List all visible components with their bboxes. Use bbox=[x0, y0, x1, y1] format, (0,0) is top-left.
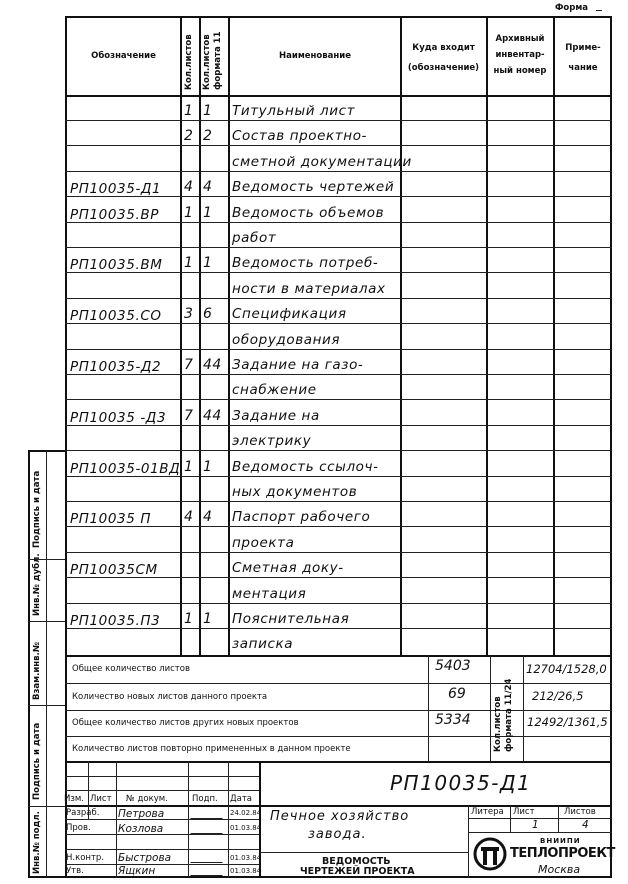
sg-h-1 bbox=[65, 776, 259, 777]
row-line bbox=[65, 298, 612, 299]
logo-leg-left bbox=[483, 851, 487, 865]
tb-listov-value: 4 bbox=[582, 819, 589, 831]
row-sheet-count-format: 1 bbox=[203, 103, 213, 119]
reused-sheets-label: Количество листов повторно примененных в данном проекте bbox=[72, 744, 351, 754]
ls-podpis-data-1: Подпись и дата bbox=[32, 470, 42, 548]
row-name-line: ности в материалах bbox=[232, 281, 386, 297]
other-sheets-value: 5334 bbox=[435, 712, 471, 728]
row-sheet-count-format: 4 bbox=[203, 179, 213, 195]
tb-col-doc: № докум. bbox=[126, 794, 168, 804]
row-name-line: Спецификация bbox=[232, 306, 347, 322]
row-line bbox=[65, 145, 612, 146]
new-sheets-format: 212/26,5 bbox=[532, 689, 584, 703]
tb-list-value: 1 bbox=[532, 819, 539, 831]
row-line bbox=[65, 603, 612, 604]
totals-col-b bbox=[490, 655, 491, 761]
tb-doc-title-1: ВЕДОМОСТЬ bbox=[322, 856, 391, 867]
row-code: РП10035-Д2 bbox=[70, 359, 162, 375]
row-name-line: Пояснительная bbox=[232, 611, 350, 627]
sg-h-7 bbox=[65, 864, 259, 865]
row-code: РП10035 -Д3 bbox=[70, 410, 167, 426]
row-sheet-count: 3 bbox=[184, 306, 194, 322]
row-sheet-count-format: 1 bbox=[203, 255, 213, 271]
tb-listov-label: Листов bbox=[564, 807, 596, 817]
tb-v-2 bbox=[468, 805, 469, 878]
col-line-2 bbox=[199, 16, 201, 655]
tb-role-1: Разраб. bbox=[66, 808, 100, 818]
tb-role-3: Н.контр. bbox=[66, 853, 105, 863]
row-name-line: снабжение bbox=[232, 382, 317, 398]
totals-line-2 bbox=[65, 683, 612, 684]
tb-name-2: Козлова bbox=[118, 823, 164, 835]
tb-v-3 bbox=[510, 805, 511, 832]
ls-h-4 bbox=[28, 806, 65, 807]
tb-date-2: 01.03.84 bbox=[230, 824, 262, 832]
row-name-line: сметной документации bbox=[232, 154, 412, 170]
row-sheet-count: 1 bbox=[184, 255, 194, 271]
tb-name-3: Быстрова bbox=[118, 852, 172, 864]
tb-name-1: Петрова bbox=[118, 808, 165, 820]
tb-h-4 bbox=[259, 852, 468, 853]
row-name-line: Сметная доку- bbox=[232, 560, 344, 576]
row-code: РП10035.П3 bbox=[70, 613, 161, 629]
row-name-line: проекта bbox=[232, 535, 295, 551]
row-sheet-count: 7 bbox=[184, 357, 194, 373]
tb-col-list: Лист bbox=[90, 794, 112, 804]
row-name-line: Титульный лист bbox=[232, 103, 356, 119]
row-name-line: электрику bbox=[232, 433, 312, 449]
row-line bbox=[65, 399, 612, 400]
row-sheet-count: 2 bbox=[184, 128, 194, 144]
row-code: РП10035.ВМ bbox=[70, 257, 163, 273]
tb-org-name: ТЕПЛОПРОЕКТ bbox=[510, 846, 615, 861]
tb-date-4: 01.03.84 bbox=[230, 867, 262, 875]
tb-h-1 bbox=[259, 805, 612, 807]
other-sheets-format: 12492/1361,5 bbox=[527, 715, 608, 729]
row-sheet-count-format: 6 bbox=[203, 306, 213, 322]
header-note: Приме- чание bbox=[565, 43, 601, 73]
tb-h-2 bbox=[468, 818, 612, 819]
tb-name-4: Ящкин bbox=[118, 865, 156, 877]
totals-line-3 bbox=[65, 710, 612, 711]
row-name-line: Состав проектно- bbox=[232, 128, 368, 144]
tb-date-3: 01.03.84 bbox=[230, 854, 262, 862]
sg-v-4 bbox=[228, 761, 229, 878]
row-sheet-count-format: 1 bbox=[203, 205, 213, 221]
other-sheets-label: Общее количество листов других новых проектов bbox=[72, 718, 299, 728]
col-line-4 bbox=[400, 16, 402, 655]
tb-signature-2 bbox=[190, 825, 225, 834]
col-line-6 bbox=[553, 16, 555, 655]
row-code: РП10035СМ bbox=[70, 562, 158, 578]
teploproekt-logo-icon bbox=[472, 836, 508, 872]
row-line bbox=[65, 501, 612, 502]
sg-h-3 bbox=[65, 805, 259, 807]
row-name-line: Ведомость потреб- bbox=[232, 255, 379, 271]
row-code: РП10035 П bbox=[70, 511, 152, 527]
header-sheet-count: Кол.листов bbox=[184, 34, 194, 90]
totals-format-col-label: Кол.листов формата 11/24 bbox=[493, 678, 514, 752]
row-sheet-count-format: 44 bbox=[203, 408, 222, 424]
tb-city: Москва bbox=[538, 863, 581, 876]
totals-col-c bbox=[523, 655, 524, 761]
row-line bbox=[65, 171, 612, 172]
tb-col-date: Дата bbox=[230, 794, 253, 804]
row-name-line: работ bbox=[232, 230, 277, 246]
left-stamp-divider bbox=[46, 450, 47, 878]
row-sheet-count: 1 bbox=[184, 103, 194, 119]
ls-inv-podl: Инв.№ подл. bbox=[32, 811, 42, 874]
row-code: РП10035-Д1 bbox=[70, 181, 162, 197]
totals-top-line bbox=[65, 655, 612, 657]
col-line-5 bbox=[486, 16, 488, 655]
sg-h-2 bbox=[65, 790, 259, 791]
sg-h-6 bbox=[65, 849, 259, 850]
row-line bbox=[65, 450, 612, 451]
tb-project-line-2: завода. bbox=[308, 827, 367, 842]
row-sheet-count: 4 bbox=[184, 509, 194, 525]
header-archive: Архивный инвентар- ный номер bbox=[493, 34, 547, 76]
sg-v-3 bbox=[188, 761, 189, 878]
row-sheet-count: 1 bbox=[184, 611, 194, 627]
tb-col-podp: Подп. bbox=[192, 794, 218, 804]
row-sheet-count: 7 bbox=[184, 408, 194, 424]
row-name-line: Задание на газо- bbox=[232, 357, 364, 373]
header-destination: Куда входит (обозначение) bbox=[407, 43, 480, 73]
form-label: Форма bbox=[555, 3, 589, 13]
row-sheet-count: 1 bbox=[184, 205, 194, 221]
row-name-line: Ведомость чертежей bbox=[232, 179, 395, 195]
row-code: РП10035-01ВД bbox=[70, 461, 181, 477]
header-designation: Обозначение bbox=[91, 51, 156, 61]
col-line-3 bbox=[228, 16, 230, 655]
tb-project-line-1: Печное хозяйство bbox=[270, 809, 410, 824]
row-code: РП10035.СО bbox=[70, 308, 162, 324]
row-name-line: ментация bbox=[232, 586, 307, 602]
tb-list-label: Лист bbox=[513, 807, 535, 817]
ls-h-2 bbox=[28, 621, 65, 622]
row-name-line: записка bbox=[232, 636, 294, 652]
header-bottom-line bbox=[65, 95, 612, 97]
logo-ring bbox=[475, 839, 505, 869]
tb-litera-label: Литера bbox=[471, 807, 504, 817]
tb-signature-3 bbox=[190, 854, 225, 863]
titleblock-top-line bbox=[65, 761, 612, 763]
total-sheets-label: Общее количество листов bbox=[72, 664, 190, 674]
ls-vzam-inv: Взам.инв.№ bbox=[32, 642, 42, 700]
row-line bbox=[65, 349, 612, 350]
row-code: РП10035.ВР bbox=[70, 207, 159, 223]
row-name-line: Задание на bbox=[232, 408, 320, 424]
row-sheet-count: 4 bbox=[184, 179, 194, 195]
tb-signature-1 bbox=[190, 810, 225, 819]
tb-date-1: 24.02.84 bbox=[230, 809, 262, 817]
form-label-mark bbox=[596, 10, 602, 11]
row-sheet-count-format: 2 bbox=[203, 128, 213, 144]
row-sheet-count-format: 1 bbox=[203, 459, 213, 475]
totals-line-4 bbox=[65, 736, 612, 737]
col-line-1 bbox=[180, 16, 182, 655]
row-sheet-count-format: 44 bbox=[203, 357, 222, 373]
new-sheets-label: Количество новых листов данного проекта bbox=[72, 692, 268, 702]
tb-h-3 bbox=[468, 832, 612, 833]
row-sheet-count-format: 1 bbox=[203, 611, 213, 627]
row-name-line: Ведомость объемов bbox=[232, 205, 385, 221]
ls-podpis-data-2: Подпись и дата bbox=[32, 722, 42, 800]
row-line bbox=[65, 120, 612, 121]
row-sheet-count: 1 bbox=[184, 459, 194, 475]
total-sheets-format: 12704/1528,0 bbox=[526, 662, 607, 676]
row-name-line: Ведомость ссылоч- bbox=[232, 459, 379, 475]
logo-leg-right bbox=[493, 851, 497, 865]
tb-doc-title-2: ЧЕРТЕЖЕЙ ПРОЕКТА bbox=[300, 866, 415, 877]
logo-bar bbox=[481, 847, 499, 851]
header-name: Наименование bbox=[279, 51, 351, 61]
tb-signature-4 bbox=[190, 867, 225, 876]
row-name-line: ных документов bbox=[232, 484, 358, 500]
ls-inv-dubl: Инв.№ дубл. bbox=[32, 553, 42, 616]
tb-v-4 bbox=[558, 805, 559, 832]
tb-doc-code: РП10035-Д1 bbox=[390, 771, 532, 795]
row-line bbox=[65, 247, 612, 248]
totals-col-a bbox=[428, 655, 429, 761]
row-line bbox=[65, 552, 612, 553]
header-sheet-count-format: Кол.листов формата 11 bbox=[202, 31, 223, 90]
total-sheets-value: 5403 bbox=[435, 658, 471, 674]
tb-col-izm: Изм. bbox=[64, 794, 84, 804]
row-name-line: оборудования bbox=[232, 332, 341, 348]
ls-h-3 bbox=[28, 705, 65, 706]
row-name-line: Паспорт рабочего bbox=[232, 509, 371, 525]
tb-role-4: Утв. bbox=[66, 866, 84, 876]
tb-role-2: Пров. bbox=[66, 823, 91, 833]
tb-org-small: ВНИИПИ bbox=[540, 837, 581, 845]
new-sheets-value: 69 bbox=[448, 686, 466, 702]
row-sheet-count-format: 4 bbox=[203, 509, 213, 525]
sg-v-2 bbox=[116, 761, 117, 878]
